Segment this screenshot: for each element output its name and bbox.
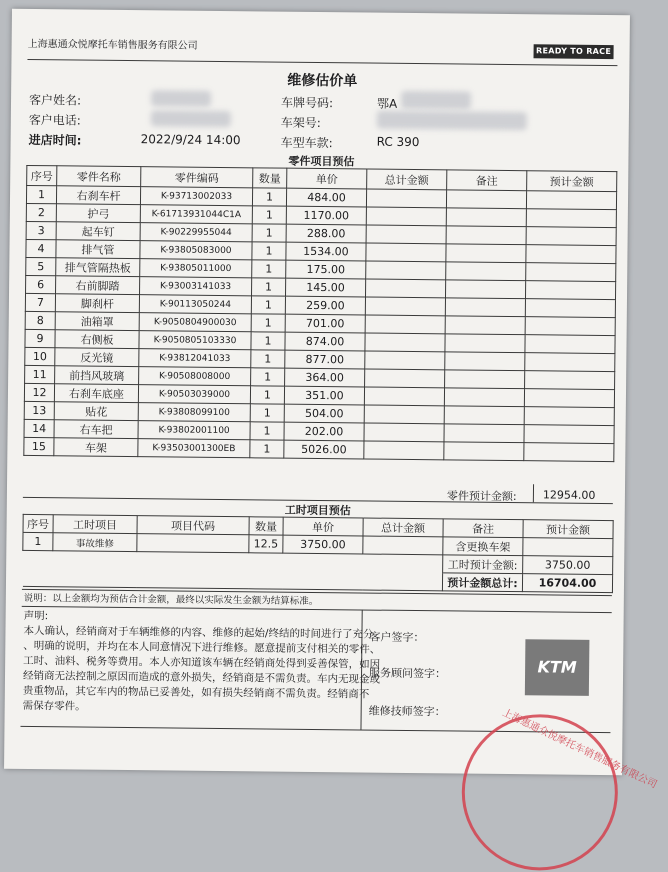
labor-remark: 含更换车架	[443, 537, 523, 556]
part-estimate	[526, 191, 616, 210]
part-total	[366, 189, 446, 208]
part-name: 右前脚踏	[56, 276, 140, 295]
part-estimate	[525, 353, 615, 372]
part-no: 15	[24, 437, 54, 455]
part-qty: 1	[252, 260, 286, 278]
part-price: 504.00	[284, 404, 364, 423]
part-estimate	[526, 209, 616, 228]
part-remark	[445, 298, 525, 317]
part-remark	[446, 226, 526, 245]
part-qty: 1	[250, 422, 284, 440]
plate-value: 鄂A	[376, 96, 398, 111]
part-no: 1	[26, 185, 56, 203]
part-code: K-9050805103330	[139, 331, 251, 350]
divider	[533, 484, 534, 502]
part-no: 7	[25, 293, 55, 311]
part-remark	[445, 370, 525, 389]
part-code: K-9050804900030	[139, 313, 251, 332]
part-code: K-93503001300EB	[138, 439, 250, 458]
col-header: 单价	[283, 517, 363, 536]
col-header: 零件编码	[141, 167, 253, 188]
part-no: 6	[26, 275, 56, 293]
part-total	[365, 369, 445, 388]
part-price: 877.00	[285, 350, 365, 369]
part-price: 259.00	[285, 296, 365, 315]
part-estimate	[525, 371, 615, 390]
part-remark	[446, 190, 526, 209]
col-header: 工时项目	[53, 515, 137, 534]
parts-section-title: 零件项目预估	[288, 154, 355, 169]
part-no: 11	[25, 365, 55, 383]
col-header: 单价	[287, 168, 367, 189]
part-code: K-90508008000	[139, 367, 251, 386]
part-total	[365, 351, 445, 370]
labor-total-value: 3750.00	[523, 556, 613, 575]
estimate-sheet	[4, 9, 659, 791]
part-name: 右刹车杆	[56, 186, 140, 205]
part-code: K-93802001100	[138, 421, 250, 440]
part-no: 3	[26, 221, 56, 239]
part-qty: 1	[251, 332, 285, 350]
company-seal	[461, 707, 659, 872]
part-price: 874.00	[285, 332, 365, 351]
redacted-plate	[401, 91, 471, 110]
part-estimate	[524, 407, 614, 426]
arrival-value: 2022/9/24 14:00	[140, 132, 241, 148]
part-name: 起车钉	[56, 222, 140, 241]
statement-title: 声明:	[23, 609, 49, 623]
part-qty: 1	[252, 224, 286, 242]
top-rule	[27, 59, 617, 66]
plate-label: 车牌号码:	[280, 95, 334, 111]
col-header: 项目代码	[137, 516, 249, 535]
ktm-logo: KTM	[525, 639, 590, 696]
part-no: 12	[24, 383, 54, 401]
part-estimate	[525, 299, 615, 318]
part-remark	[444, 424, 524, 443]
part-code: K-90503039000	[138, 385, 250, 404]
part-total	[364, 387, 444, 406]
part-total	[366, 243, 446, 262]
part-qty: 1	[250, 404, 284, 422]
part-estimate	[524, 425, 614, 444]
part-name: 油箱罩	[55, 312, 139, 331]
part-total	[364, 405, 444, 424]
part-name: 右刹车底座	[54, 384, 138, 403]
part-name: 排气管隔热板	[56, 258, 140, 277]
document-title: 维修估价单	[287, 72, 358, 90]
frame-label: 车架号:	[280, 115, 321, 131]
part-price: 1534.00	[286, 242, 366, 261]
part-total	[365, 333, 445, 352]
part-no: 5	[26, 257, 56, 275]
model-label: 车型车款:	[280, 135, 333, 151]
part-qty: 1	[251, 368, 285, 386]
part-price: 351.00	[284, 386, 364, 405]
part-price: 202.00	[284, 422, 364, 441]
part-remark	[446, 208, 526, 227]
part-total	[366, 207, 446, 226]
part-price: 1170.00	[286, 206, 366, 225]
part-estimate	[525, 335, 615, 354]
disclaimer: 说明：以上金额均为预估合计金额，最终以实际发生金额为结算标准。	[23, 592, 319, 608]
part-name: 护弓	[56, 204, 140, 223]
part-estimate	[524, 389, 614, 408]
grand-total-value: 16704.00	[522, 574, 612, 593]
part-name: 右车把	[54, 420, 138, 439]
part-no: 2	[26, 203, 56, 221]
part-price: 701.00	[285, 314, 365, 333]
redacted-name	[151, 90, 211, 107]
labor-item: 事故维修	[53, 533, 137, 552]
labor-table	[22, 514, 614, 593]
part-no: 4	[26, 239, 56, 257]
part-name: 排气管	[56, 240, 140, 259]
brand-badge: READY TO RACE	[534, 44, 614, 59]
redacted-phone	[151, 110, 231, 127]
part-qty: 1	[252, 206, 286, 224]
parts-table	[23, 165, 617, 462]
part-qty: 1	[250, 440, 284, 458]
col-header: 预计金额	[523, 520, 613, 539]
part-remark	[446, 244, 526, 263]
labor-total-label: 工时预计金额:	[443, 555, 523, 574]
part-qty: 1	[251, 296, 285, 314]
part-qty: 1	[252, 188, 286, 206]
part-no: 13	[24, 401, 54, 419]
statement-line: 、明确的说明，并均在本人同意情况下进行维修。愿意提前支付相关的零件、	[23, 639, 381, 656]
part-remark	[445, 352, 525, 371]
part-price: 364.00	[285, 368, 365, 387]
part-code: K-90229955044	[140, 223, 252, 242]
part-code: K-93805083000	[140, 241, 252, 260]
part-qty: 1	[252, 242, 286, 260]
labor-no: 1	[23, 532, 53, 550]
part-price: 175.00	[286, 260, 366, 279]
customer-name-label: 客户姓名:	[28, 92, 82, 108]
col-header: 备注	[447, 170, 527, 191]
part-no: 8	[25, 311, 55, 329]
part-estimate	[526, 263, 616, 282]
part-total	[365, 279, 445, 298]
part-name: 右侧板	[55, 330, 139, 349]
labor-total	[363, 536, 443, 555]
part-total	[365, 297, 445, 316]
part-no: 10	[25, 347, 55, 365]
labor-qty: 12.5	[249, 535, 283, 553]
statement-line: 本人确认，经销商对于车辆维修的内容、维修的起始/终结的时间进行了充分	[23, 624, 374, 641]
statement-line: 工时、油料、税务等费用。本人亦知道该车辆在经销商处得到妥善保管，如因	[23, 654, 381, 671]
seal-text: 上海惠通众悦摩托车销售服务有限公司	[500, 707, 659, 791]
part-qty: 1	[251, 350, 285, 368]
part-code: K-93812041033	[139, 349, 251, 368]
part-estimate	[525, 281, 615, 300]
part-total	[364, 423, 444, 442]
part-qty: 1	[252, 278, 286, 296]
statement-line: 经销商无法控制之原因而造成的意外损失，经销商是不需负责。车内无现金或	[22, 669, 381, 686]
part-estimate	[525, 317, 615, 336]
part-price: 484.00	[286, 188, 366, 207]
part-name: 前挡风玻璃	[55, 366, 139, 385]
blank-cell	[22, 568, 442, 590]
labor-estimate	[523, 538, 613, 557]
col-header: 总计金额	[363, 518, 443, 537]
part-estimate	[524, 443, 614, 462]
part-code: K-93713002033	[140, 187, 252, 206]
part-price: 145.00	[286, 278, 366, 297]
customer-signature-label: 客户签字：	[369, 630, 425, 645]
customer-phone-label: 客户电话:	[28, 112, 81, 128]
part-price: 5026.00	[284, 440, 364, 459]
labor-price: 3750.00	[283, 535, 363, 554]
col-header: 总计金额	[367, 169, 447, 190]
parts-total-label: 零件预计金额:	[446, 489, 517, 504]
part-price: 288.00	[286, 224, 366, 243]
model-value: RC 390	[376, 134, 420, 150]
part-no: 14	[24, 419, 54, 437]
statement-line: 贵重物品，其它车内的物品已妥善处，如有损失经销商不需负责。经销商不	[22, 684, 370, 701]
part-total	[366, 261, 446, 280]
part-no: 9	[25, 329, 55, 347]
col-header: 备注	[443, 519, 523, 538]
part-code: K-90113050244	[139, 295, 251, 314]
part-remark	[444, 406, 524, 425]
part-estimate	[526, 245, 616, 264]
part-qty: 1	[251, 314, 285, 332]
part-name: 反光镜	[55, 348, 139, 367]
col-header: 数量	[253, 168, 287, 188]
part-estimate	[526, 227, 616, 246]
part-code: K-93808099100	[138, 403, 250, 422]
part-total	[364, 441, 444, 460]
part-name: 贴花	[54, 402, 138, 421]
part-remark	[446, 262, 526, 281]
company-name: 上海惠通众悦摩托车销售服务有限公司	[27, 38, 198, 52]
statement-line: 需保存零件。	[22, 699, 86, 713]
col-header: 零件名称	[57, 166, 141, 187]
part-code: K-61713931044C1A	[140, 205, 252, 224]
technician-signature-label: 维修技师签字：	[368, 704, 446, 719]
part-remark	[444, 442, 524, 461]
labor-section-title: 工时项目预估	[284, 503, 351, 518]
part-total	[365, 315, 445, 334]
part-qty: 1	[250, 386, 284, 404]
grand-total-label: 预计金额总计:	[442, 573, 522, 592]
part-remark	[445, 280, 525, 299]
col-header: 序号	[23, 514, 53, 532]
arrival-label: 进店时间:	[28, 132, 82, 148]
part-remark	[445, 334, 525, 353]
labor-code	[137, 534, 249, 553]
part-remark	[444, 388, 524, 407]
redacted-frame	[377, 111, 527, 131]
part-name: 脚刹杆	[55, 294, 139, 313]
part-code: K-93805011000	[140, 259, 252, 278]
parts-total-value: 12954.00	[542, 488, 596, 502]
part-name: 车架	[54, 438, 138, 457]
part-code: K-93003141033	[140, 277, 252, 296]
col-header: 数量	[249, 517, 283, 535]
advisor-signature-label: 服务顾问签字：	[368, 666, 447, 681]
col-header: 预计金额	[527, 171, 617, 192]
part-total	[366, 225, 446, 244]
col-header: 序号	[27, 165, 57, 185]
part-remark	[445, 316, 525, 335]
